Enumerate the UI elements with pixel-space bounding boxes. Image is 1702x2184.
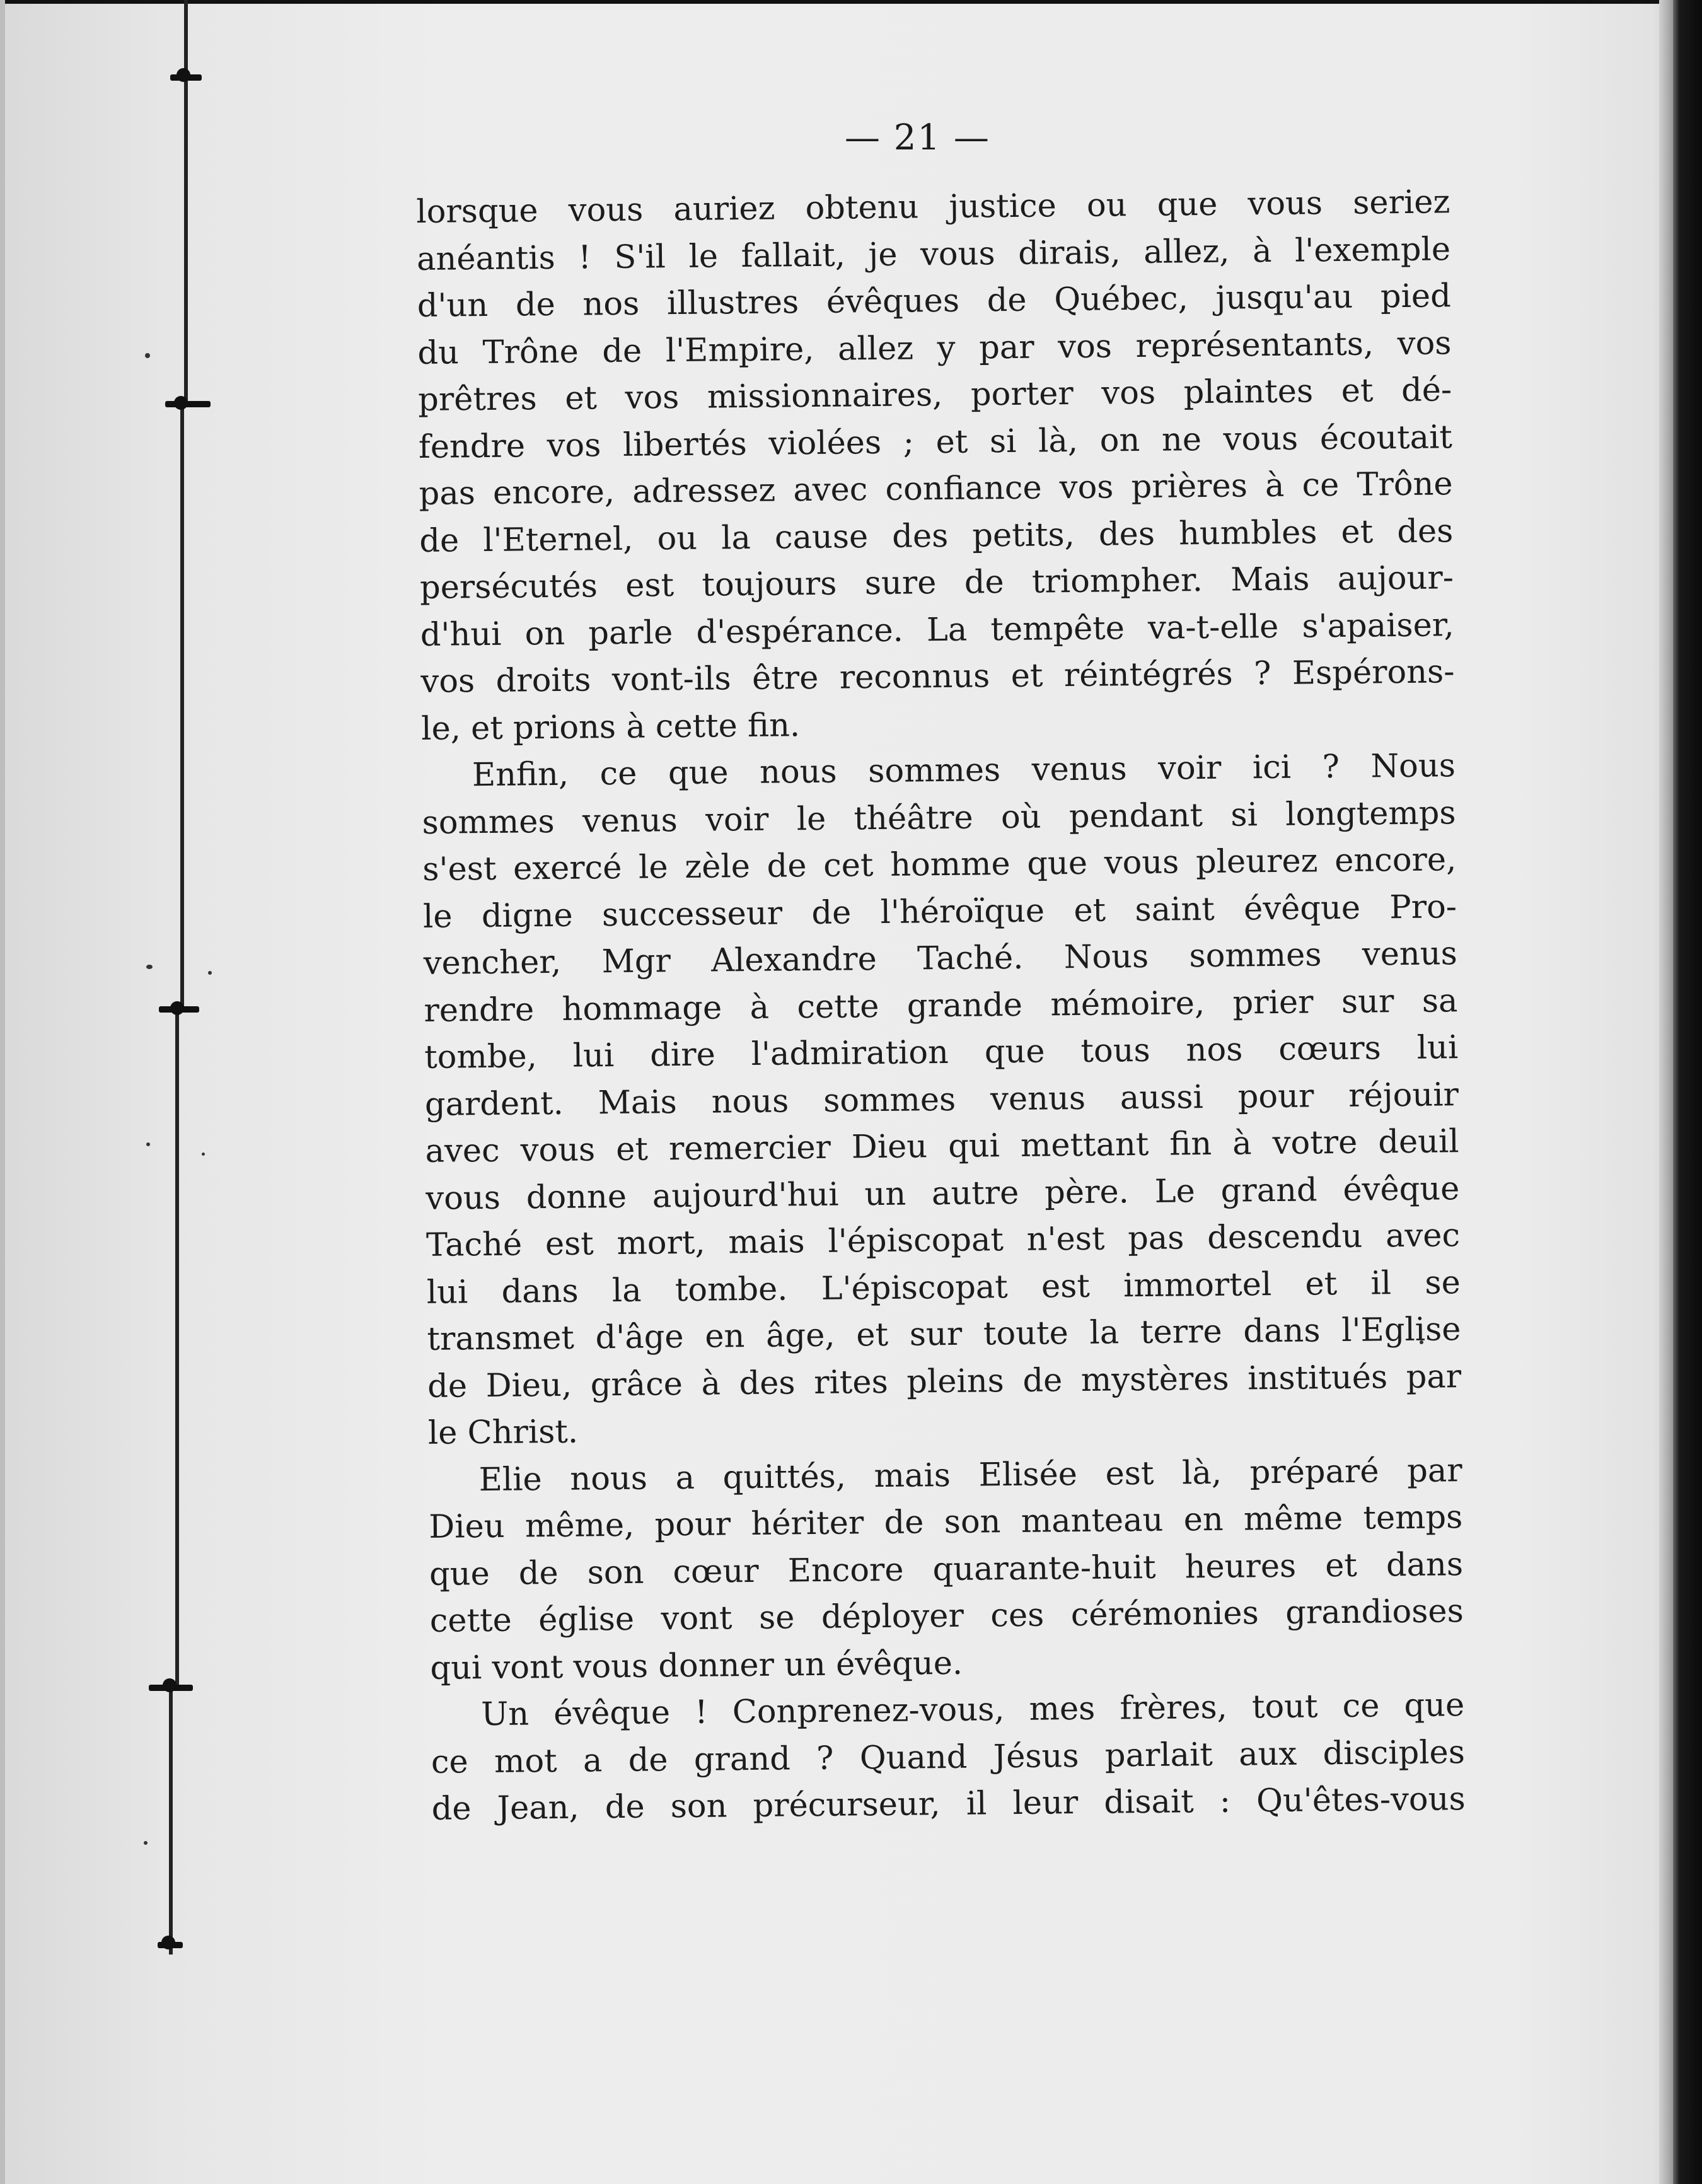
text-line: de l'Eternel, ou la cause des petits, des humbles et des xyxy=(419,512,1454,560)
text-line: transmet d'âge en âge, et sur toute la terre dans l'Eglise xyxy=(427,1311,1461,1358)
text-line: pas encore, adressez avec confiance vos prières à ce Trône xyxy=(419,465,1453,513)
text-line: vos droits vont-ils être reconnus et réintégrés ? Espérons- xyxy=(420,653,1455,700)
text-line: le digne successeur de l'héroïque et saint évêque Pro- xyxy=(422,888,1457,936)
text-line: de Dieu, grâce à des rites pleins de mystères institués par xyxy=(427,1357,1462,1405)
text-line: vencher, Mgr Alexandre Taché. Nous sommes venus xyxy=(423,935,1458,982)
body-text xyxy=(416,179,1466,1833)
text-line: cette église vont se déployer ces cérémonies grandioses xyxy=(429,1593,1464,1640)
text-line: fendre vos libertés violées ; et si là, on ne vous écoutait xyxy=(418,418,1453,466)
scan-speck xyxy=(145,353,150,358)
text-line: gardent. Mais nous sommes venus aussi pour réjouir xyxy=(424,1076,1459,1124)
paragraph xyxy=(422,743,1462,1457)
text-line: rendre hommage à cette grande mémoire, prier sur sa xyxy=(424,982,1458,1030)
text-line: lui dans la tombe. L'épiscopat est immortel et il se xyxy=(426,1263,1461,1311)
text-line: Taché est mort, mais l'épiscopat n'est pas descendu avec xyxy=(426,1217,1461,1264)
text-line: d'un de nos illustres évêques de Québec, jusqu'au pied xyxy=(417,277,1451,325)
text-line: tombe, lui dire l'admiration que tous nos cœurs lui xyxy=(424,1029,1459,1076)
paragraph xyxy=(416,179,1456,753)
text-line: lorsque vous auriez obtenu justice ou que vous seriez xyxy=(416,183,1450,231)
text-line: du Trône de l'Empire, allez y par vos représentants, vos xyxy=(417,324,1452,372)
film-frame-top xyxy=(0,0,1702,4)
text-line: ce mot a de grand ? Quand Jésus parlait aux disciples xyxy=(431,1733,1466,1781)
text-line: le, et prions à cette fin. xyxy=(420,706,801,748)
scan-speck xyxy=(208,971,212,975)
text-line: de Jean, de son précurseur, il leur disait : Qu'êtes-vous xyxy=(431,1780,1466,1828)
scan-speck xyxy=(146,1142,150,1146)
text-line: prêtres et vos missionnaires, porter vos plaintes et dé- xyxy=(417,371,1452,419)
page-edge-shadow xyxy=(1659,0,1673,2184)
text-line: d'hui on parle d'espérance. La tempête va-t-elle s'apaiser, xyxy=(420,606,1454,654)
text-line: Un évêque ! Conprenez-vous, mes frères, tout ce que xyxy=(480,1687,1465,1734)
text-line: le Christ. xyxy=(427,1413,579,1452)
text-line: Elie nous a quittés, mais Elisée est là, préparé par xyxy=(478,1451,1462,1499)
text-line: Dieu même, pour hériter de son manteau en même temps xyxy=(429,1499,1463,1546)
film-frame-left xyxy=(0,0,5,2184)
text-line: vous donne aujourd'hui un autre père. Le grand évêque xyxy=(426,1170,1460,1217)
text-line: anéantis ! S'il le fallait, je vous dirais, allez, à l'exemple xyxy=(416,230,1451,278)
scan-speck xyxy=(146,965,153,969)
text-line: persécutés est toujours sure de triompher. Mais aujour- xyxy=(419,559,1454,607)
text-line: s'est exercé le zèle de cet homme que vous pleurez encore, xyxy=(422,841,1457,888)
page-number: — 21 — xyxy=(845,117,990,158)
text-line: sommes venus voir le théâtre où pendant si longtemps xyxy=(422,794,1456,842)
text-line: avec vous et remercier Dieu qui mettant fin à votre deuil xyxy=(425,1123,1459,1170)
paragraph xyxy=(431,1682,1466,1833)
text-line: qui vont vous donner un évêque. xyxy=(430,1644,963,1687)
text-line: que de son cœur Encore quarante-huit heures et dans xyxy=(429,1545,1464,1593)
film-frame-right xyxy=(1673,0,1702,2184)
paragraph xyxy=(428,1448,1464,1692)
scan-speck xyxy=(202,1153,205,1156)
text-line: Enfin, ce que nous sommes venus voir ici ? Nous xyxy=(472,747,1456,794)
scan-speck xyxy=(144,1841,148,1845)
